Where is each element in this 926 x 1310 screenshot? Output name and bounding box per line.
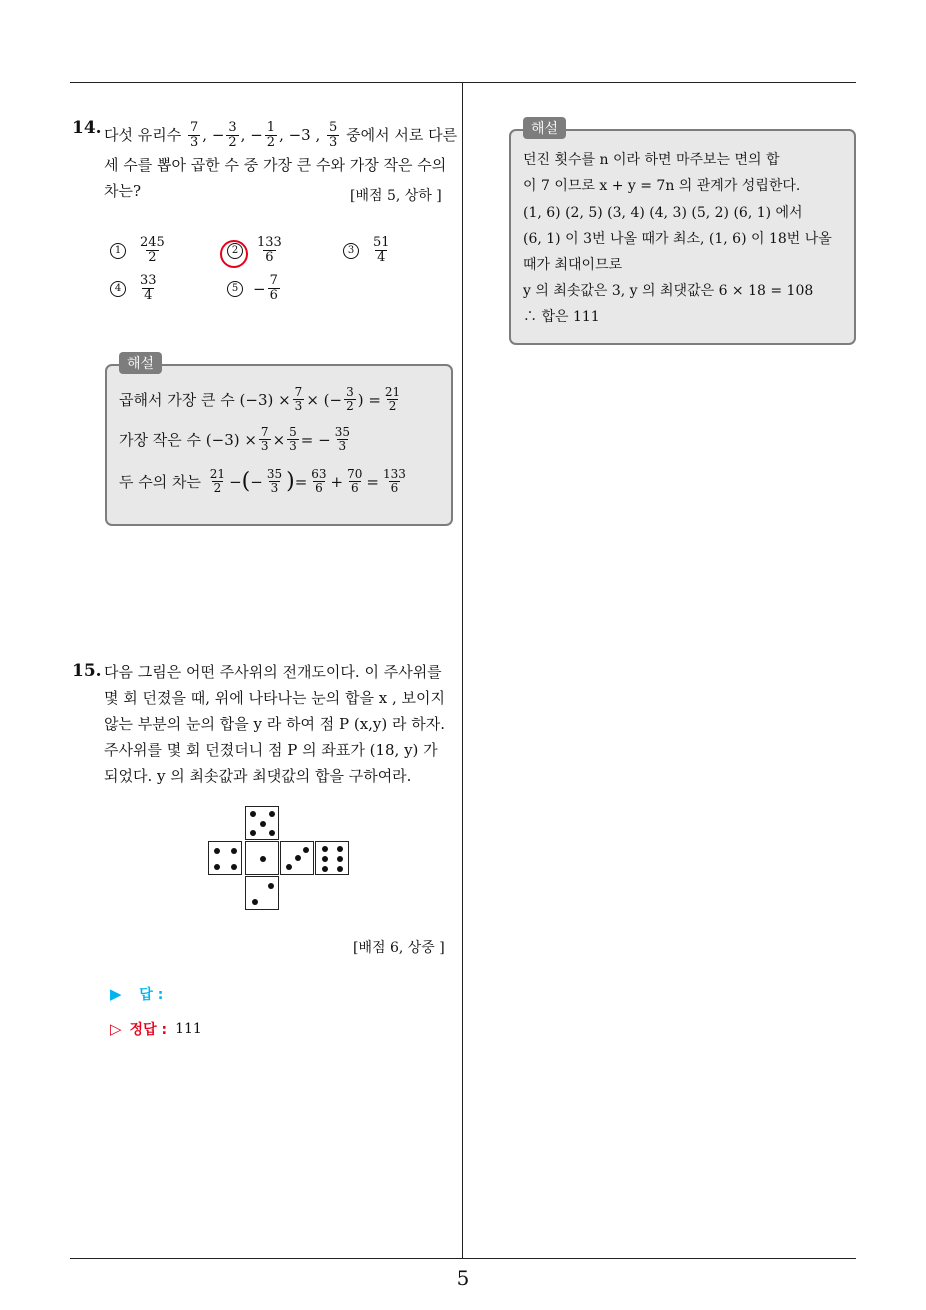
q15-solution-line5: 때가 최대이므로 xyxy=(523,257,623,273)
top-rule xyxy=(70,82,856,83)
q15-solution-box xyxy=(509,129,856,345)
question-14-text: 다섯 유리수 $\frac{7}{3}$ , − $\frac{3}{2}$ , − $\frac{1}{2}$ , −3 , $\frac{5}{3}$ 중에서 서로 다른 세 수를 뽑아 곱한 수 중 가장 큰 수와 가장 작은 수의 차는? xyxy=(104,118,456,204)
pip xyxy=(337,846,343,852)
q15-solution-line7: ∴ 합은 111 xyxy=(523,309,600,325)
q15-line2: 몇 회 던졌을 때, 위에 나타나는 눈의 합을 x , 보이지 xyxy=(104,689,445,707)
pip xyxy=(322,856,328,862)
q15-solution-tag: 해설 xyxy=(523,117,566,139)
q14-line2: 세 수를 뽑아 곱한 수 중 가장 큰 수와 가장 작은 수의 xyxy=(104,156,447,174)
column-divider xyxy=(462,82,463,1258)
q14-score: [배점 5, 상하 ] xyxy=(350,188,442,204)
choice-4-fraction: $\frac{33}{4}$ xyxy=(140,273,157,303)
choice-5-sign: − xyxy=(253,279,266,298)
q14-fraction-a: $\frac{7}{3}$ xyxy=(190,119,199,150)
page-number: 5 xyxy=(456,1266,470,1290)
answer-label: 답 : xyxy=(139,987,164,1003)
pip xyxy=(303,847,309,853)
pip xyxy=(260,856,266,862)
correct-answer-row xyxy=(110,1019,202,1039)
q14-solution-box xyxy=(105,364,453,526)
correct-arrow-icon: ▷ xyxy=(110,1020,122,1038)
selected-choice-circle xyxy=(220,240,248,268)
choice-3-fraction: $\frac{51}{4}$ xyxy=(373,235,390,265)
question-15-text xyxy=(104,659,460,789)
pip xyxy=(214,864,220,870)
q14-value-d: −3 xyxy=(288,126,311,144)
choice-1-fraction: $\frac{245}{2}$ xyxy=(140,235,165,265)
q15-line5: 되었다. y 의 최솟값과 최댓값의 합을 구하여라. xyxy=(104,767,412,785)
pip xyxy=(337,866,343,872)
choice-1[interactable] xyxy=(110,236,169,265)
pip xyxy=(269,811,275,817)
pip xyxy=(322,866,328,872)
q14-solution-line1: 곱해서 가장 큰 수 (−3) × $\frac{7}{3}$ × (− $\frac{3}{2}$ ) = $\frac{21}{2}$ xyxy=(119,385,401,413)
q15-solution-line4: (6, 1) 이 3번 나올 때가 최소, (1, 6) 이 18번 나올 xyxy=(523,231,832,247)
pip xyxy=(214,848,220,854)
q15-solution-line3: (1, 6) (2, 5) (3, 4) (4, 3) (5, 2) (6, 1) 에서 xyxy=(523,205,803,221)
question-15-number: 15. xyxy=(72,661,102,681)
pip xyxy=(231,864,237,870)
answer-row[interactable] xyxy=(110,984,163,1004)
q15-solution-line6: y 의 최솟값은 3, y 의 최댓값은 6 × 18 = 108 xyxy=(523,283,814,299)
q15-line1: 다음 그림은 어떤 주사위의 전개도이다. 이 주사위를 xyxy=(104,663,442,681)
q14-fraction-e: $\frac{5}{3}$ xyxy=(329,119,338,150)
pip xyxy=(269,830,275,836)
choice-3-marker: 3 xyxy=(343,243,359,259)
q14-solution-tag: 해설 xyxy=(119,352,162,374)
pip xyxy=(322,846,328,852)
q15-score: [배점 6, 상중 ] xyxy=(353,940,445,956)
q15-solution-line2: 이 7 이므로 x + y = 7n 의 관계가 성립한다. xyxy=(523,178,801,194)
q14-solution-line2: 가장 작은 수 (−3) × $\frac{7}{3}$ × $\frac{5}{3}$ = − $\frac{35}{3}$ xyxy=(119,425,350,453)
choice-3[interactable] xyxy=(343,236,394,265)
choice-2-marker: 2 xyxy=(227,243,243,259)
correct-value: 111 xyxy=(175,1021,202,1037)
die-face-left xyxy=(208,841,242,875)
q14-solution-line3: 두 수의 차는 $\frac{21}{2}$ − ( − $\frac{35}{3}$ ) = $\frac{63}{6}$ + $\frac{70}{6}$ = $\frac{133}{6}$ xyxy=(119,467,406,495)
choice-5[interactable] xyxy=(227,274,282,303)
pip xyxy=(231,848,237,854)
pip xyxy=(250,811,256,817)
pip xyxy=(260,821,266,827)
choice-1-marker: 1 xyxy=(110,243,126,259)
q15-solution-line1: 던진 횟수를 n 이라 하면 마주보는 면의 합 xyxy=(523,152,780,168)
choice-2-fraction: $\frac{133}{6}$ xyxy=(257,235,282,265)
q14-line1-post: 중에서 서로 다른 xyxy=(346,126,458,144)
choice-4-marker: 4 xyxy=(110,281,126,297)
q14-line3: 차는? xyxy=(104,182,142,200)
die-face-right-a xyxy=(280,841,314,875)
correct-label: 정답 : xyxy=(129,1022,168,1038)
q15-line4: 주사위를 몇 회 던졌더니 점 P 의 좌표가 (18, y) 가 xyxy=(104,741,438,759)
choice-5-fraction: $\frac{7}{6}$ xyxy=(269,273,278,303)
q14-fraction-c: $\frac{1}{2}$ xyxy=(266,119,276,150)
q14-fraction-b: $\frac{3}{2}$ xyxy=(228,119,237,150)
die-face-right-b xyxy=(315,841,349,875)
die-face-top xyxy=(245,806,279,840)
q14-line1-pre: 다섯 유리수 xyxy=(104,126,182,144)
question-14-number: 14. xyxy=(72,118,102,138)
pip xyxy=(268,883,274,889)
choice-5-marker: 5 xyxy=(227,281,243,297)
pip xyxy=(295,855,301,861)
die-face-bottom xyxy=(245,876,279,910)
pip xyxy=(286,864,292,870)
dice-net xyxy=(208,806,352,914)
pip xyxy=(252,899,258,905)
die-face-center xyxy=(245,841,279,875)
pip xyxy=(250,830,256,836)
pip xyxy=(337,856,343,862)
q15-line3: 않는 부분의 눈의 합을 y 라 하여 점 P (x,y) 라 하자. xyxy=(104,715,446,733)
answer-arrow-icon: ▶ xyxy=(110,985,122,1003)
choice-4[interactable] xyxy=(110,274,161,303)
bottom-rule xyxy=(70,1258,856,1259)
